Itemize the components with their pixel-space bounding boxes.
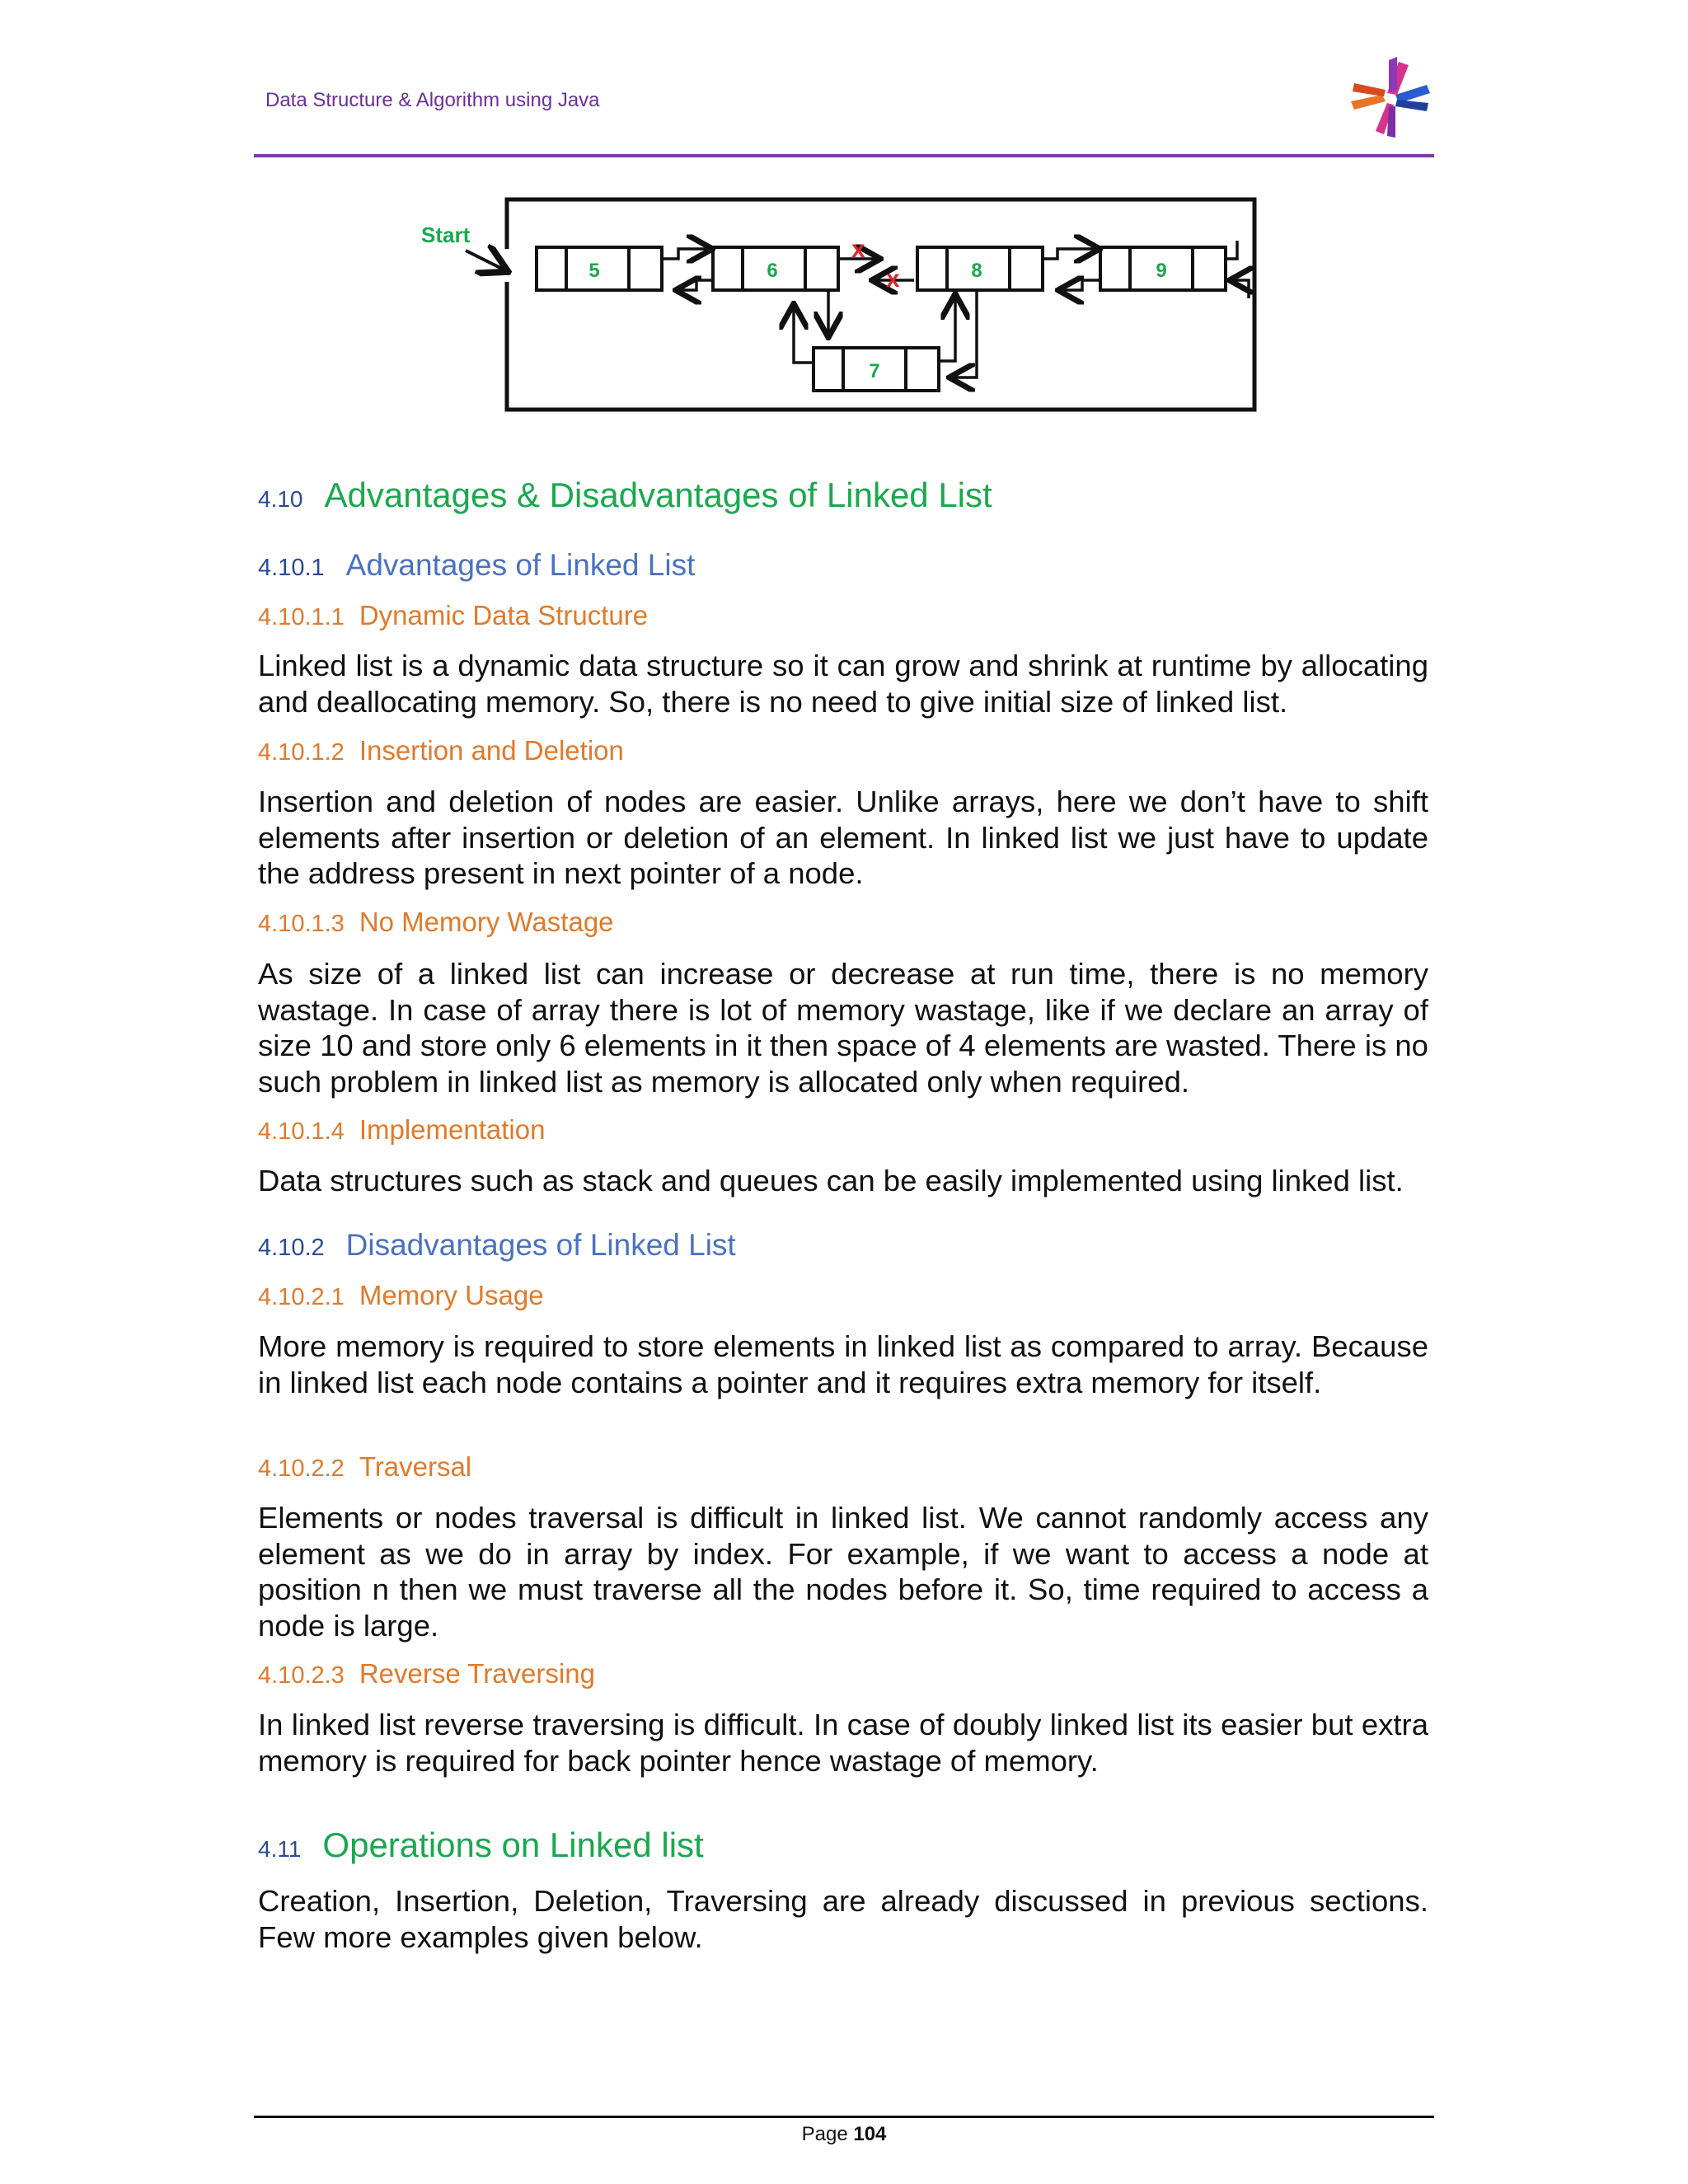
heading-4-10-1	[258, 548, 695, 583]
section-number: 4.10.1.2	[258, 739, 345, 766]
paragraph-reverse-traversing: In linked list reverse traversing is difficult. In case of doubly linked list its easier but extra memory is required for back pointer hence wastage of memory.	[258, 1708, 1428, 1778]
running-header: Data Structure & Algorithm using Java	[265, 89, 600, 111]
section-title: Dynamic Data Structure	[359, 600, 649, 630]
page-number: 104	[853, 2123, 887, 2145]
section-number: 4.10.1.3	[258, 911, 345, 937]
heading-4-10-2-3	[258, 1658, 595, 1690]
section-number: 4.10.2.1	[258, 1284, 345, 1310]
section-title: Memory Usage	[359, 1280, 544, 1310]
footer-rule	[254, 2116, 1434, 2118]
section-number: 4.10.2	[258, 1235, 325, 1261]
section-number: 4.10.2.2	[258, 1455, 345, 1482]
section-title: Insertion and Deletion	[359, 735, 624, 766]
heading-4-10-1-2	[258, 735, 624, 766]
node-5	[537, 247, 662, 290]
linked-list-diagram	[416, 191, 1265, 422]
section-number: 4.10.1.1	[258, 604, 345, 630]
paragraph-operations: Creation, Insertion, Deletion, Traversing are already discussed in previous sections. Few more examples given below.	[258, 1884, 1428, 1954]
svg-text:x: x	[851, 236, 865, 263]
svg-text:x: x	[886, 265, 900, 293]
node-7	[814, 348, 939, 391]
heading-4-10-1-4	[258, 1114, 545, 1146]
heading-4-11	[258, 1825, 704, 1865]
start-label: Start	[421, 223, 471, 247]
paragraph-insertion-deletion: Insertion and deletion of nodes are easier. Unlike arrays, here we don’t have to shift elements after insertion or deletion of an element. In linked list we just have to update the address present in next pointer of a node.	[258, 785, 1428, 890]
section-title: Disadvantages of Linked List	[345, 1228, 736, 1262]
paragraph-traversal: Elements or nodes traversal is difficult in linked list. We cannot randomly access any element as we do in array by index. For example, if we want to access a node at position n then we must traverse all the nodes before it. So, time required to access a node is large.	[258, 1501, 1428, 1643]
heading-4-10-2-2	[258, 1451, 471, 1483]
section-number: 4.11	[258, 1836, 302, 1862]
node-8	[917, 247, 1043, 290]
node-6-value: 6	[767, 260, 778, 282]
heading-4-10	[258, 476, 992, 515]
section-title: Advantages & Disadvantages of Linked List	[324, 476, 992, 514]
section-title: No Memory Wastage	[359, 907, 614, 937]
section-title: Traversal	[359, 1451, 472, 1482]
node-5-value: 5	[588, 260, 600, 282]
logo-icon	[1345, 53, 1436, 143]
page-footer	[0, 2123, 1688, 2146]
node-8-value: 8	[971, 260, 982, 282]
section-number: 4.10.1.4	[258, 1118, 345, 1145]
header-rule	[254, 154, 1434, 157]
section-number: 4.10	[258, 486, 303, 512]
section-title: Advantages of Linked List	[345, 548, 696, 582]
heading-4-10-1-3	[258, 907, 614, 938]
node-9	[1100, 247, 1226, 290]
paragraph-dynamic-data-structure: Linked list is a dynamic data structure so it can grow and shrink at runtime by allocating and deallocating memory. So, there is no need to give initial size of linked list.	[258, 649, 1428, 719]
heading-4-10-1-1	[258, 600, 648, 631]
paragraph-no-memory-wastage: As size of a linked list can increase or decrease at run time, there is no memory wastage. In case of array there is lot of memory wastage, like if we declare an array of size 10 and store only 6 elements in it then space of 4 elements are wasted. There is no such problem in linked list as memory is allocated only when required.	[258, 957, 1428, 1099]
node-7-value: 7	[869, 360, 880, 382]
paragraph-implementation: Data structures such as stack and queues can be easily implemented using linked list.	[258, 1164, 1404, 1197]
section-number: 4.10.1	[258, 555, 325, 581]
node-9-value: 9	[1156, 260, 1167, 282]
heading-4-10-2	[258, 1228, 736, 1263]
section-number: 4.10.2.3	[258, 1662, 345, 1689]
node-6	[713, 247, 838, 290]
heading-4-10-2-1	[258, 1280, 544, 1311]
section-title: Reverse Traversing	[359, 1658, 595, 1689]
page-label: Page	[801, 2123, 848, 2145]
section-title: Implementation	[359, 1114, 546, 1145]
section-title: Operations on Linked list	[322, 1825, 704, 1864]
paragraph-memory-usage: More memory is required to store elements in linked list as compared to array. Because in linked list each node contains a pointer and it requires extra memory for itself.	[258, 1329, 1428, 1399]
